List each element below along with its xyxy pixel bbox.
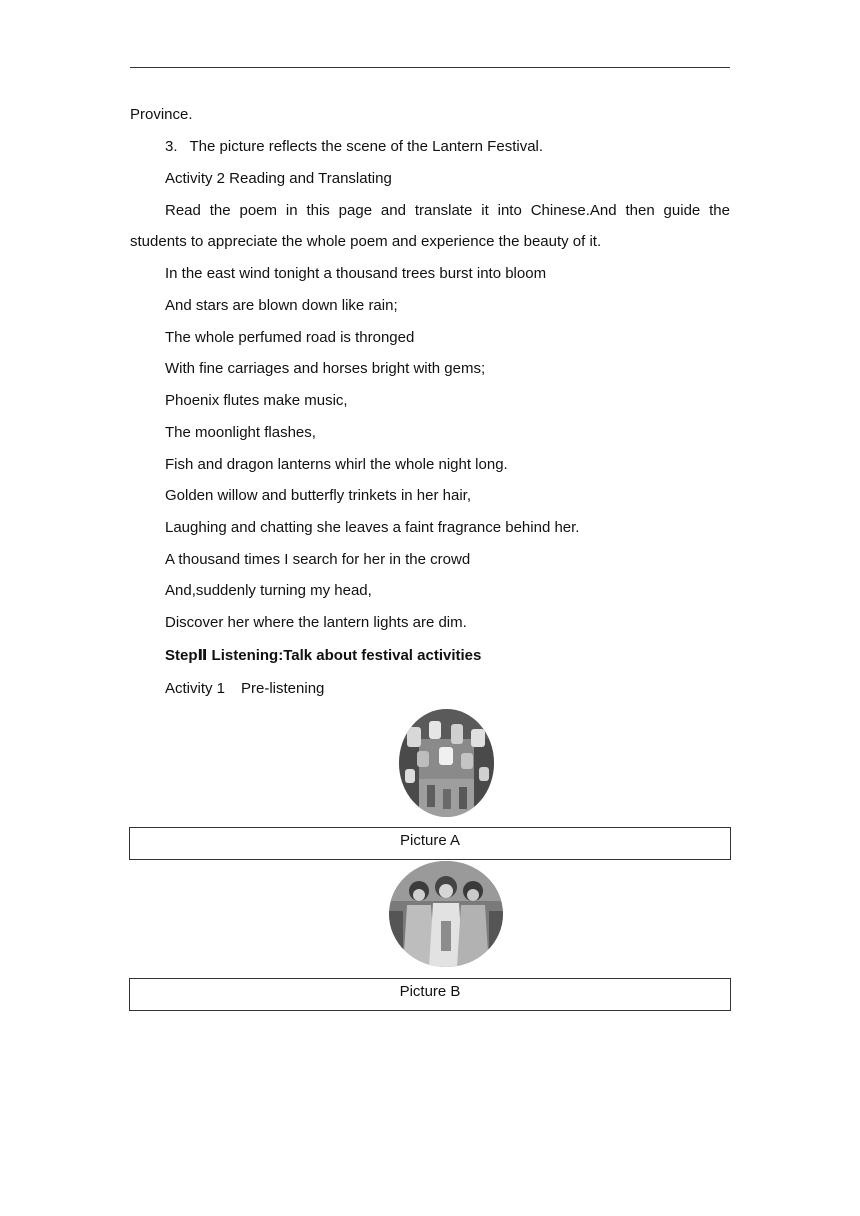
picture-a-caption-box	[129, 827, 731, 860]
poem-line: Discover her where the lantern lights are dim.	[165, 614, 467, 631]
poem-line: Laughing and chatting she leaves a faint fragrance behind her.	[165, 519, 580, 536]
item-number: 3.	[165, 138, 178, 155]
picture-b-caption: Picture B	[399, 983, 461, 1000]
picture-b-caption-box	[129, 978, 731, 1011]
poem-line: The whole perfumed road is thronged	[165, 329, 415, 346]
poem-line: Golden willow and butterfly trinkets in her hair,	[165, 487, 471, 504]
activity-number: Activity 1	[165, 680, 226, 697]
picture-b-image	[389, 861, 503, 967]
item-text: The picture reflects the scene of the Lantern Festival.	[189, 138, 544, 155]
lantern-street-photo	[399, 709, 494, 817]
activity-2-heading: Activity 2 Reading and Translating	[165, 170, 392, 187]
poem-line: The moonlight flashes,	[165, 424, 316, 441]
people-in-traditional-dress-photo	[389, 861, 503, 967]
poem-line: And,suddenly turning my head,	[165, 582, 372, 599]
numbered-item-3	[165, 137, 730, 157]
header-rule	[130, 67, 730, 68]
text-line-province: Province.	[130, 106, 193, 123]
instruction-line-2: students to appreciate the whole poem and experience the beauty of it.	[130, 233, 602, 250]
activity-1-label	[165, 679, 730, 699]
poem-line: Phoenix flutes make music,	[165, 392, 348, 409]
picture-a-caption: Picture A	[399, 832, 461, 849]
instruction-line-1: Read the poem in this page and translate it into Chinese.And then guide the	[165, 202, 730, 219]
poem-line: With fine carriages and horses bright with gems;	[165, 360, 486, 377]
poem-line: And stars are blown down like rain;	[165, 297, 398, 314]
step-2-heading: StepⅡ Listening:Talk about festival activities	[165, 647, 482, 664]
poem-line: In the east wind tonight a thousand trees burst into bloom	[165, 265, 547, 282]
activity-title: Pre-listening	[241, 680, 325, 697]
poem-line: A thousand times I search for her in the crowd	[165, 551, 471, 568]
poem-line: Fish and dragon lanterns whirl the whole night long.	[165, 456, 508, 473]
picture-a-image	[399, 709, 494, 817]
